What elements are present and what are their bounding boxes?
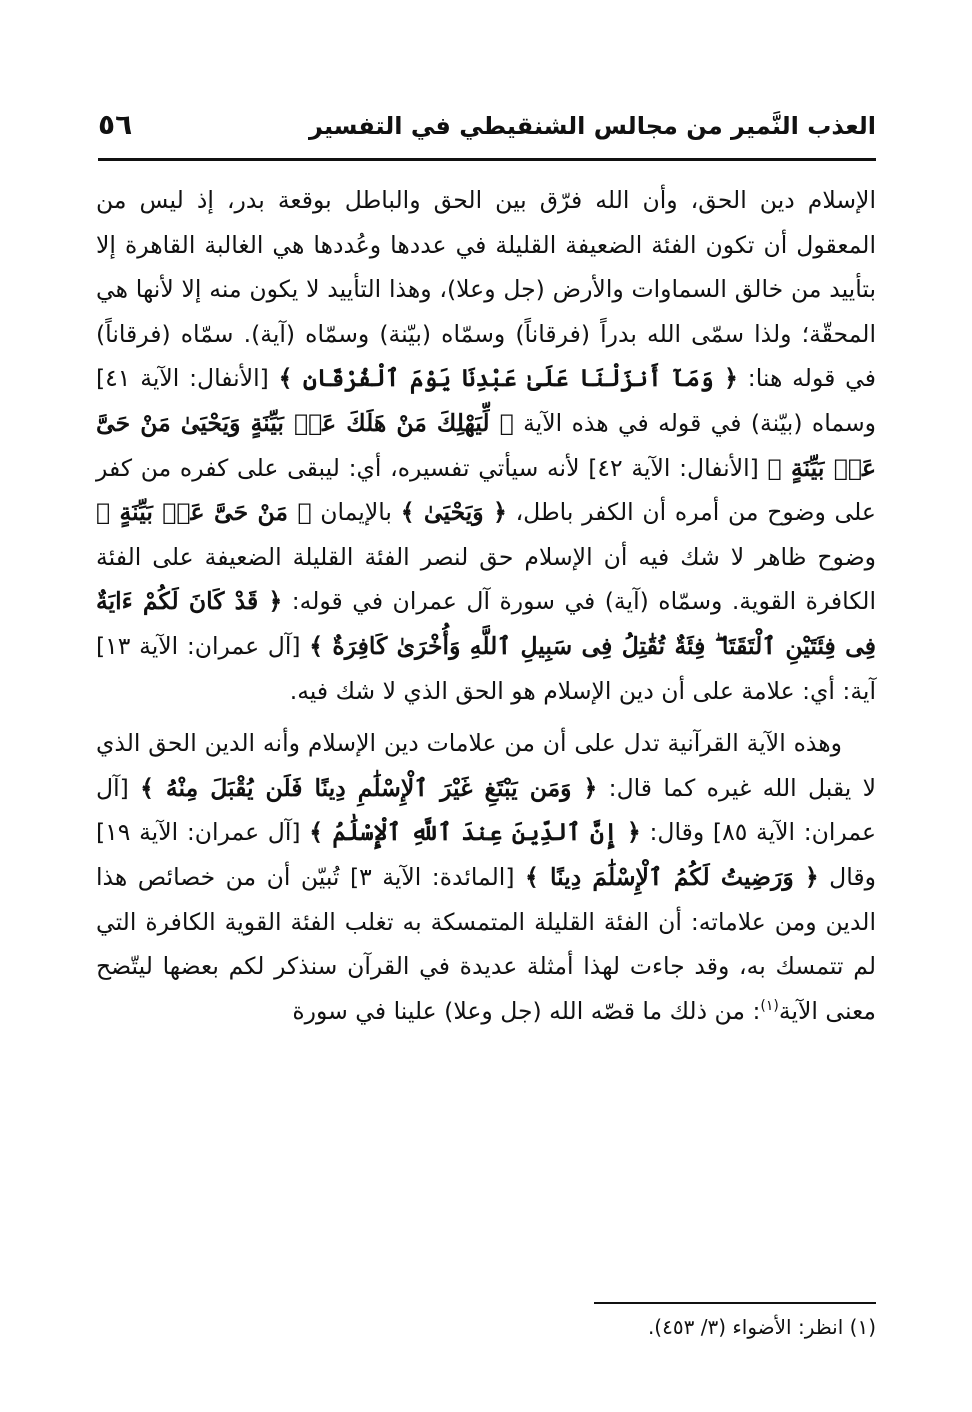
paragraph-2 [96, 721, 876, 1033]
text-run: : من ذلك ما قصّه الله (جل وعلا) علينا في سورة [292, 996, 761, 1025]
text-run: الإسلام دين الحق، وأن الله فرّق بين الحق والباطل بوقعة بدر، إذ ليس من المعقول أن تكون الفئة الضعيفة القليلة في عددها وعُددها هي الغالبة القاهرة إلا بتأييد من خالق السماوات والأرض (جل وعلا)، وهذا التأييد لا يكون منه إلا لأنها هي المحقّة؛ ولذا سمّى الله بدراً (فرقاناً) وسمّاه (بيّنة) وسمّاه (آية). سمّاه (فرقاناً) في قوله هنا: [96, 186, 876, 393]
quran-verse: ﴿ وَمَآ أَنزَلْنَا عَلَىٰ عَبْدِنَا يَوْمَ ٱلْفُرْقَانِ ﴾ [278, 364, 738, 393]
quran-verse: ﴿ مَنْ حَىَّ عَنۢ بَيِّنَةٍ ﴾ [96, 498, 312, 527]
text-run: بالإيمان [320, 498, 392, 527]
text-run: [الأنفال: الآية ٤١] وسماه (بيّنة) في قوله في هذه الآية [96, 364, 876, 437]
quran-verse: ﴿ قَدْ كَانَ لَكُمْ ءَايَةٌ فِى فِئَتَيْنِ ٱلْتَقَتَا ۖ فِئَةٌ تُقَٰتِلُ فِى سَبِيلِ ٱللَّهِ وَأُخْرَىٰ كَافِرَةٌ ﴾ [96, 587, 876, 660]
footnote: (١) انظر: الأضواء (٣/ ٤٥٣). [647, 1315, 876, 1339]
running-title: العذب النَّمير من مجالس الشنقيطي في التفسير [309, 112, 876, 140]
quran-verse: ﴿ وَمَن يَبْتَغِ غَيْرَ ٱلْإِسْلَٰمِ دِينًا فَلَن يُقْبَلَ مِنْهُ ﴾ [140, 773, 598, 802]
text-run: [آل عمران: الآية ١٣] آية: أي: علامة على أن دين الإسلام هو الحق الذي لا شك فيه. [96, 631, 876, 705]
footnote-rule [594, 1302, 876, 1304]
text-run: [المائدة: الآية ٣] تُبيّن أن من خصائص هذا الدين ومن علاماته: أن الفئة القليلة المتمسكة به تغلب الفئة القوية الكافرة التي لم تتمسك به، وقد جاءت لهذا أمثلة عديدة في القرآن سنذكر لكم بعضها ليتّضح معنى الآية [96, 862, 876, 1025]
page-header [98, 104, 876, 156]
quran-verse: ﴿ إِنَّ ٱلدِّينَ عِندَ ٱللَّهِ ٱلْإِسْلَٰمُ ﴾ [309, 818, 641, 847]
text-run: [الأنفال: الآية ٤٢] لأنه سيأتي تفسيره، أي: ليبقى على كفره من كفر على وضوح من أمره أن الكفر باطل، [96, 453, 876, 527]
quran-verse: ﴿ وَرَضِيتُ لَكُمُ ٱلْإِسْلَٰمَ دِينًا ﴾ [525, 862, 819, 891]
text-run: [آل عمران: الآية ٨٥] وقال: [96, 773, 876, 847]
text-run: [آل عمران: الآية ١٩] وقال [96, 818, 876, 891]
page-number: ٥٦ [98, 108, 133, 141]
text-run: وضوح ظاهر لا شك فيه أن الإسلام حق لنصر الفئة القليلة الضعيفة على الفئة الكافرة القوية. وسمّاه (آية) في سورة آل عمران في قوله: [96, 542, 876, 616]
header-rule [98, 158, 876, 161]
quran-verse: ﴿ وَيَحْيَىٰ ﴾ [400, 498, 507, 527]
main-text [96, 178, 876, 1033]
footnote-reference[interactable]: (١) [760, 997, 779, 1014]
text-run: وهذه الآية القرآنية تدل على أن من علامات دين الإسلام وأنه الدين الحق الذي لا يقبل الله غيره كما قال: [96, 729, 876, 802]
quran-verse: ﴿ لِّيَهْلِكَ مَنْ هَلَكَ عَنۢ بَيِّنَةٍ وَيَحْيَىٰ مَنْ حَىَّ عَنۢ بَيِّنَةٍ ﴾ [96, 408, 877, 482]
paragraph-1 [96, 178, 876, 713]
